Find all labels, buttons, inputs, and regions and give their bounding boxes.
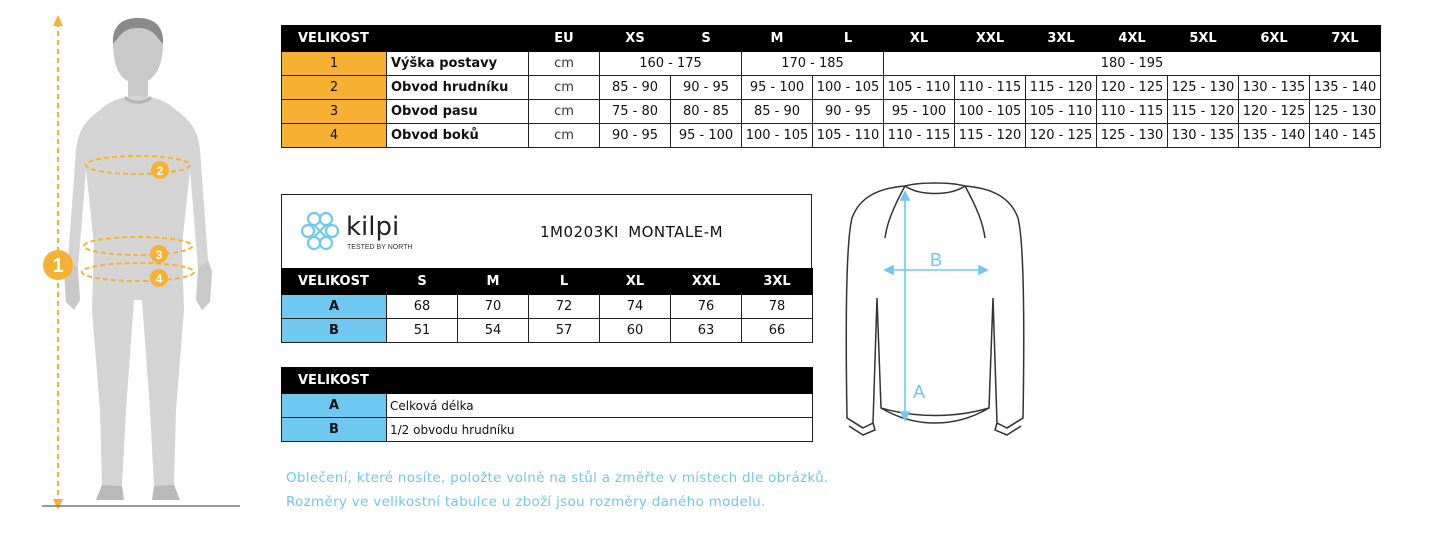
header-s: S bbox=[671, 26, 742, 52]
row-unit: cm bbox=[529, 52, 600, 76]
table-cell: 70 bbox=[458, 295, 529, 319]
table-cell: 115 - 120 bbox=[1168, 100, 1239, 124]
brand-tagline: TESTED BY NORTH bbox=[347, 244, 413, 251]
table-cell: 125 - 130 bbox=[1168, 76, 1239, 100]
row-number: 1 bbox=[282, 52, 387, 76]
body-measurement-figure bbox=[30, 10, 255, 515]
header-eu: EU bbox=[529, 26, 600, 52]
table-cell: 90 - 95 bbox=[813, 100, 884, 124]
marker-2 bbox=[151, 161, 169, 179]
row-label: Obvod pasu bbox=[387, 100, 529, 124]
measurement-legend-table bbox=[281, 367, 813, 442]
table-header-row bbox=[282, 368, 813, 394]
marker-1 bbox=[43, 250, 73, 280]
header-velikost: VELIKOST bbox=[282, 269, 387, 295]
kilpi-logo-icon bbox=[296, 207, 446, 259]
size-chart-table bbox=[281, 25, 1381, 148]
svg-text:2: 2 bbox=[156, 164, 164, 178]
table-cell: 135 - 140 bbox=[1239, 124, 1310, 148]
table-cell: 135 - 140 bbox=[1310, 76, 1381, 100]
row-label: B bbox=[282, 418, 387, 442]
table-cell: 115 - 120 bbox=[1026, 76, 1097, 100]
table-header-row bbox=[282, 26, 1381, 52]
marker-3 bbox=[150, 245, 168, 263]
table-cell: 95 - 100 bbox=[884, 100, 955, 124]
table-cell: 130 - 135 bbox=[1239, 76, 1310, 100]
row-label: A bbox=[282, 295, 387, 319]
header-7xl: 7XL bbox=[1310, 26, 1381, 52]
table-cell: 76 bbox=[671, 295, 742, 319]
row-label: Obvod hrudníku bbox=[387, 76, 529, 100]
header-m: M bbox=[458, 269, 529, 295]
header-5xl: 5XL bbox=[1168, 26, 1239, 52]
table-cell: 95 - 100 bbox=[742, 76, 813, 100]
header-6xl: 6XL bbox=[1239, 26, 1310, 52]
table-cell: 57 bbox=[529, 319, 600, 343]
table-cell: 100 - 105 bbox=[742, 124, 813, 148]
table-row bbox=[282, 76, 1381, 100]
table-cell: 80 - 85 bbox=[671, 100, 742, 124]
table-cell: 63 bbox=[671, 319, 742, 343]
table-cell: 78 bbox=[742, 295, 813, 319]
svg-text:3: 3 bbox=[155, 248, 163, 262]
table-cell: 66 bbox=[742, 319, 813, 343]
row-number: 4 bbox=[282, 124, 387, 148]
header-s: S bbox=[387, 269, 458, 295]
row-label: B bbox=[282, 319, 387, 343]
table-cell: 72 bbox=[529, 295, 600, 319]
row-label: A bbox=[282, 394, 387, 418]
table-row bbox=[282, 418, 813, 442]
row-number: 3 bbox=[282, 100, 387, 124]
table-row bbox=[282, 319, 813, 343]
row-description: Celková délka bbox=[387, 394, 813, 418]
table-cell: 68 bbox=[387, 295, 458, 319]
table-cell: 54 bbox=[458, 319, 529, 343]
table-cell: 100 - 105 bbox=[955, 100, 1026, 124]
row-label: Výška postavy bbox=[387, 52, 529, 76]
table-cell: 100 - 105 bbox=[813, 76, 884, 100]
table-cell: 95 - 100 bbox=[671, 124, 742, 148]
svg-text:4: 4 bbox=[155, 272, 163, 286]
table-cell: 130 - 135 bbox=[1168, 124, 1239, 148]
table-row bbox=[282, 52, 1381, 76]
table-cell: 85 - 90 bbox=[742, 100, 813, 124]
table-cell: 51 bbox=[387, 319, 458, 343]
table-cell: 90 - 95 bbox=[600, 124, 671, 148]
table-cell: 125 - 130 bbox=[1097, 124, 1168, 148]
model-size-table bbox=[281, 268, 813, 343]
row-label: Obvod boků bbox=[387, 124, 529, 148]
table-cell: 140 - 145 bbox=[1310, 124, 1381, 148]
label-a: A bbox=[913, 382, 926, 402]
header-3xl: 3XL bbox=[742, 269, 813, 295]
table-row bbox=[282, 124, 1381, 148]
header-velikost: VELIKOST bbox=[282, 368, 813, 394]
brand-name: kilpi bbox=[346, 212, 400, 242]
table-cell: 74 bbox=[600, 295, 671, 319]
table-cell: 110 - 115 bbox=[955, 76, 1026, 100]
table-cell: 60 bbox=[600, 319, 671, 343]
header-4xl: 4XL bbox=[1097, 26, 1168, 52]
table-header-row bbox=[282, 269, 813, 295]
header-l: L bbox=[813, 26, 884, 52]
row-number: 2 bbox=[282, 76, 387, 100]
table-cell: 180 - 195 bbox=[884, 52, 1381, 76]
header-xxl: XXL bbox=[671, 269, 742, 295]
table-cell: 110 - 115 bbox=[1097, 100, 1168, 124]
table-cell: 105 - 110 bbox=[1026, 100, 1097, 124]
table-cell: 120 - 125 bbox=[1026, 124, 1097, 148]
table-cell: 115 - 120 bbox=[955, 124, 1026, 148]
header-xs: XS bbox=[600, 26, 671, 52]
marker-4 bbox=[150, 269, 168, 287]
model-name: 1M0203KI MONTALE-M bbox=[540, 223, 724, 241]
table-cell: 170 - 185 bbox=[742, 52, 884, 76]
row-unit: cm bbox=[529, 100, 600, 124]
table-cell: 160 - 175 bbox=[600, 52, 742, 76]
table-row bbox=[282, 394, 813, 418]
table-row bbox=[282, 100, 1381, 124]
table-cell: 85 - 90 bbox=[600, 76, 671, 100]
row-unit: cm bbox=[529, 124, 600, 148]
header-3xl: 3XL bbox=[1026, 26, 1097, 52]
header-xl: XL bbox=[884, 26, 955, 52]
row-description: 1/2 obvodu hrudníku bbox=[387, 418, 813, 442]
label-b: B bbox=[930, 250, 943, 270]
table-cell: 120 - 125 bbox=[1097, 76, 1168, 100]
row-unit: cm bbox=[529, 76, 600, 100]
table-cell: 75 - 80 bbox=[600, 100, 671, 124]
table-cell: 105 - 110 bbox=[813, 124, 884, 148]
table-row bbox=[282, 295, 813, 319]
table-cell: 120 - 125 bbox=[1239, 100, 1310, 124]
header-m: M bbox=[742, 26, 813, 52]
model-dimensions-note: Rozměry ve velikostní tabulce u zboží jsou rozměry daného modelu. bbox=[286, 494, 766, 510]
table-cell: 90 - 95 bbox=[671, 76, 742, 100]
shirt-measurement-diagram bbox=[835, 178, 1035, 443]
svg-text:1: 1 bbox=[52, 255, 64, 277]
header-velikost: VELIKOST bbox=[282, 26, 529, 52]
table-cell: 105 - 110 bbox=[884, 76, 955, 100]
product-header bbox=[281, 194, 812, 268]
header-xxl: XXL bbox=[955, 26, 1026, 52]
table-cell: 110 - 115 bbox=[884, 124, 955, 148]
header-xl: XL bbox=[600, 269, 671, 295]
header-l: L bbox=[529, 269, 600, 295]
instruction-note: Oblečení, které nosíte, položte volně na stůl a změřte v místech dle obrázků. bbox=[286, 470, 829, 486]
table-cell: 125 - 130 bbox=[1310, 100, 1381, 124]
